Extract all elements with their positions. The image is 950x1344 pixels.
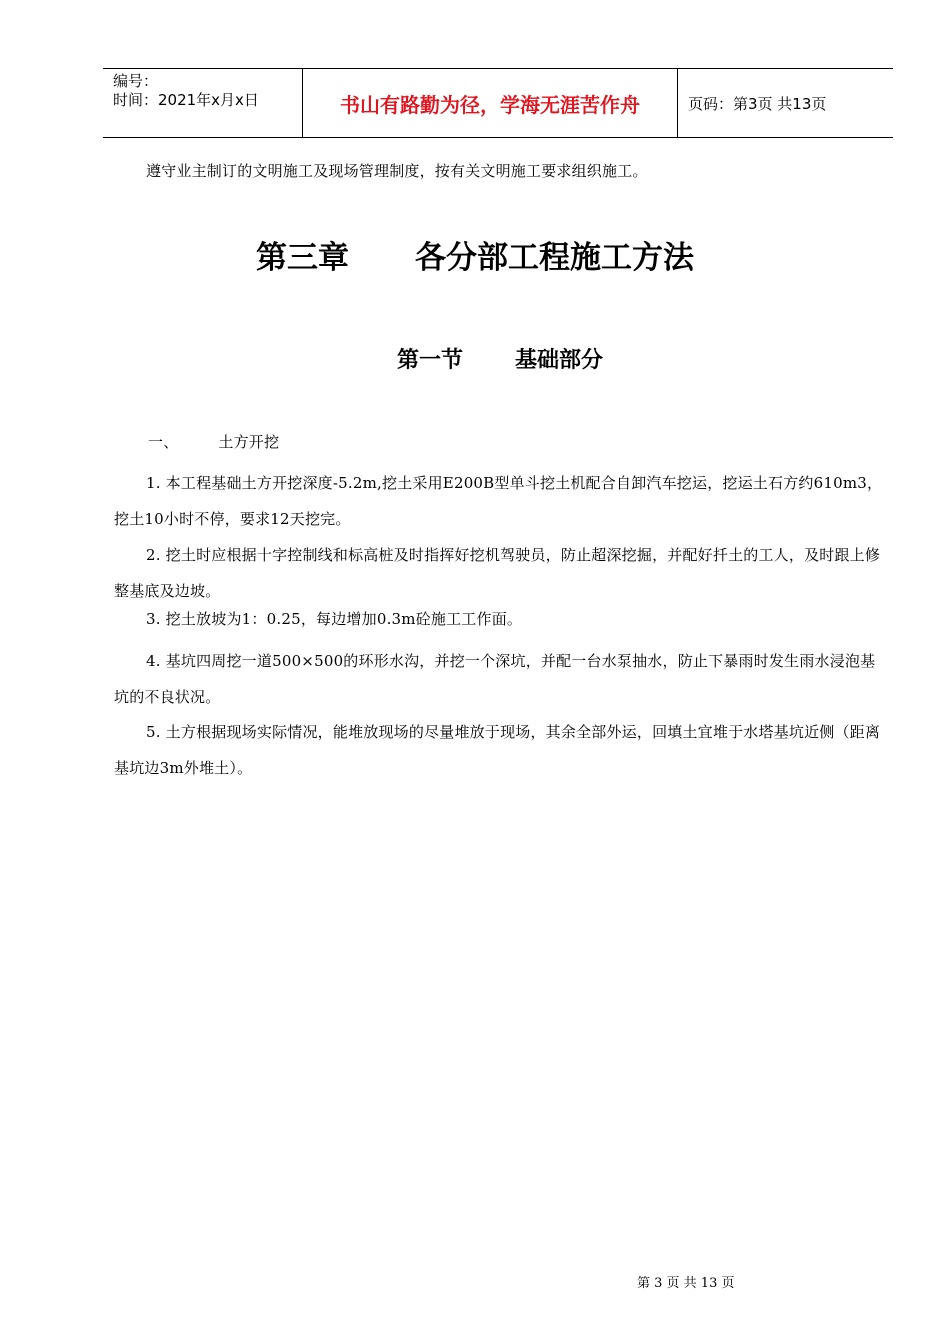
intro-paragraph: 遵守业主制订的文明施工及现场管理制度，按有关文明施工要求组织施工。 [146, 162, 648, 180]
header-page-label: 页码：第3页 共13页 [688, 94, 827, 113]
list-item: 2. 挖土时应根据十字控制线和标高桩及时指挥好挖机驾驶员，防止超深挖掘，并配好扦土的工人，及时跟上修整基底及边坡。 [114, 546, 881, 600]
section-number: 第一节 [396, 348, 463, 373]
header-motto: 书山有路勤为径，学海无涯苦作舟 [303, 69, 678, 137]
subsection-heading [148, 431, 924, 453]
list-item: 4. 基坑四周挖一道500×500的环形水沟，并挖一个深坑，并配一台水泵抽水，防止下暴雨时发生雨水浸泡基坑的不良状况。 [114, 652, 876, 706]
subsection-title: 土方开挖 [218, 433, 280, 451]
list-item: 1. 本工程基础土方开挖深度-5.2m,挖土采用E200B型单斗挖土机配合自卸汽车挖运，挖运土石方约610m3，挖土10小时不停，要求12天挖完。 [114, 474, 883, 528]
time-label: 时间：2021年x月x日 [113, 91, 259, 109]
page-footer: 第 3 页 共 13 页 [637, 1276, 735, 1291]
chapter-title: 各分部工程施工方法 [415, 240, 694, 276]
header-info-cell [103, 69, 303, 137]
subsection-number: 一、 [148, 433, 179, 451]
chapter-number: 第三章 [256, 240, 349, 276]
number-label: 编号： [113, 72, 159, 90]
list-item: 3. 挖土放坡为1：0.25，每边增加0.3m砼施工工作面。 [146, 610, 523, 628]
section-heading [0, 343, 950, 374]
section-title: 基础部分 [515, 348, 604, 373]
list-item: 5. 土方根据现场实际情况，能堆放现场的尽量堆放于现场，其余全部外运，回填土宜堆于水塔基坑近侧（距离基坑边3m外堆土）。 [114, 723, 881, 777]
page-header [103, 68, 893, 138]
chapter-heading [0, 232, 950, 277]
